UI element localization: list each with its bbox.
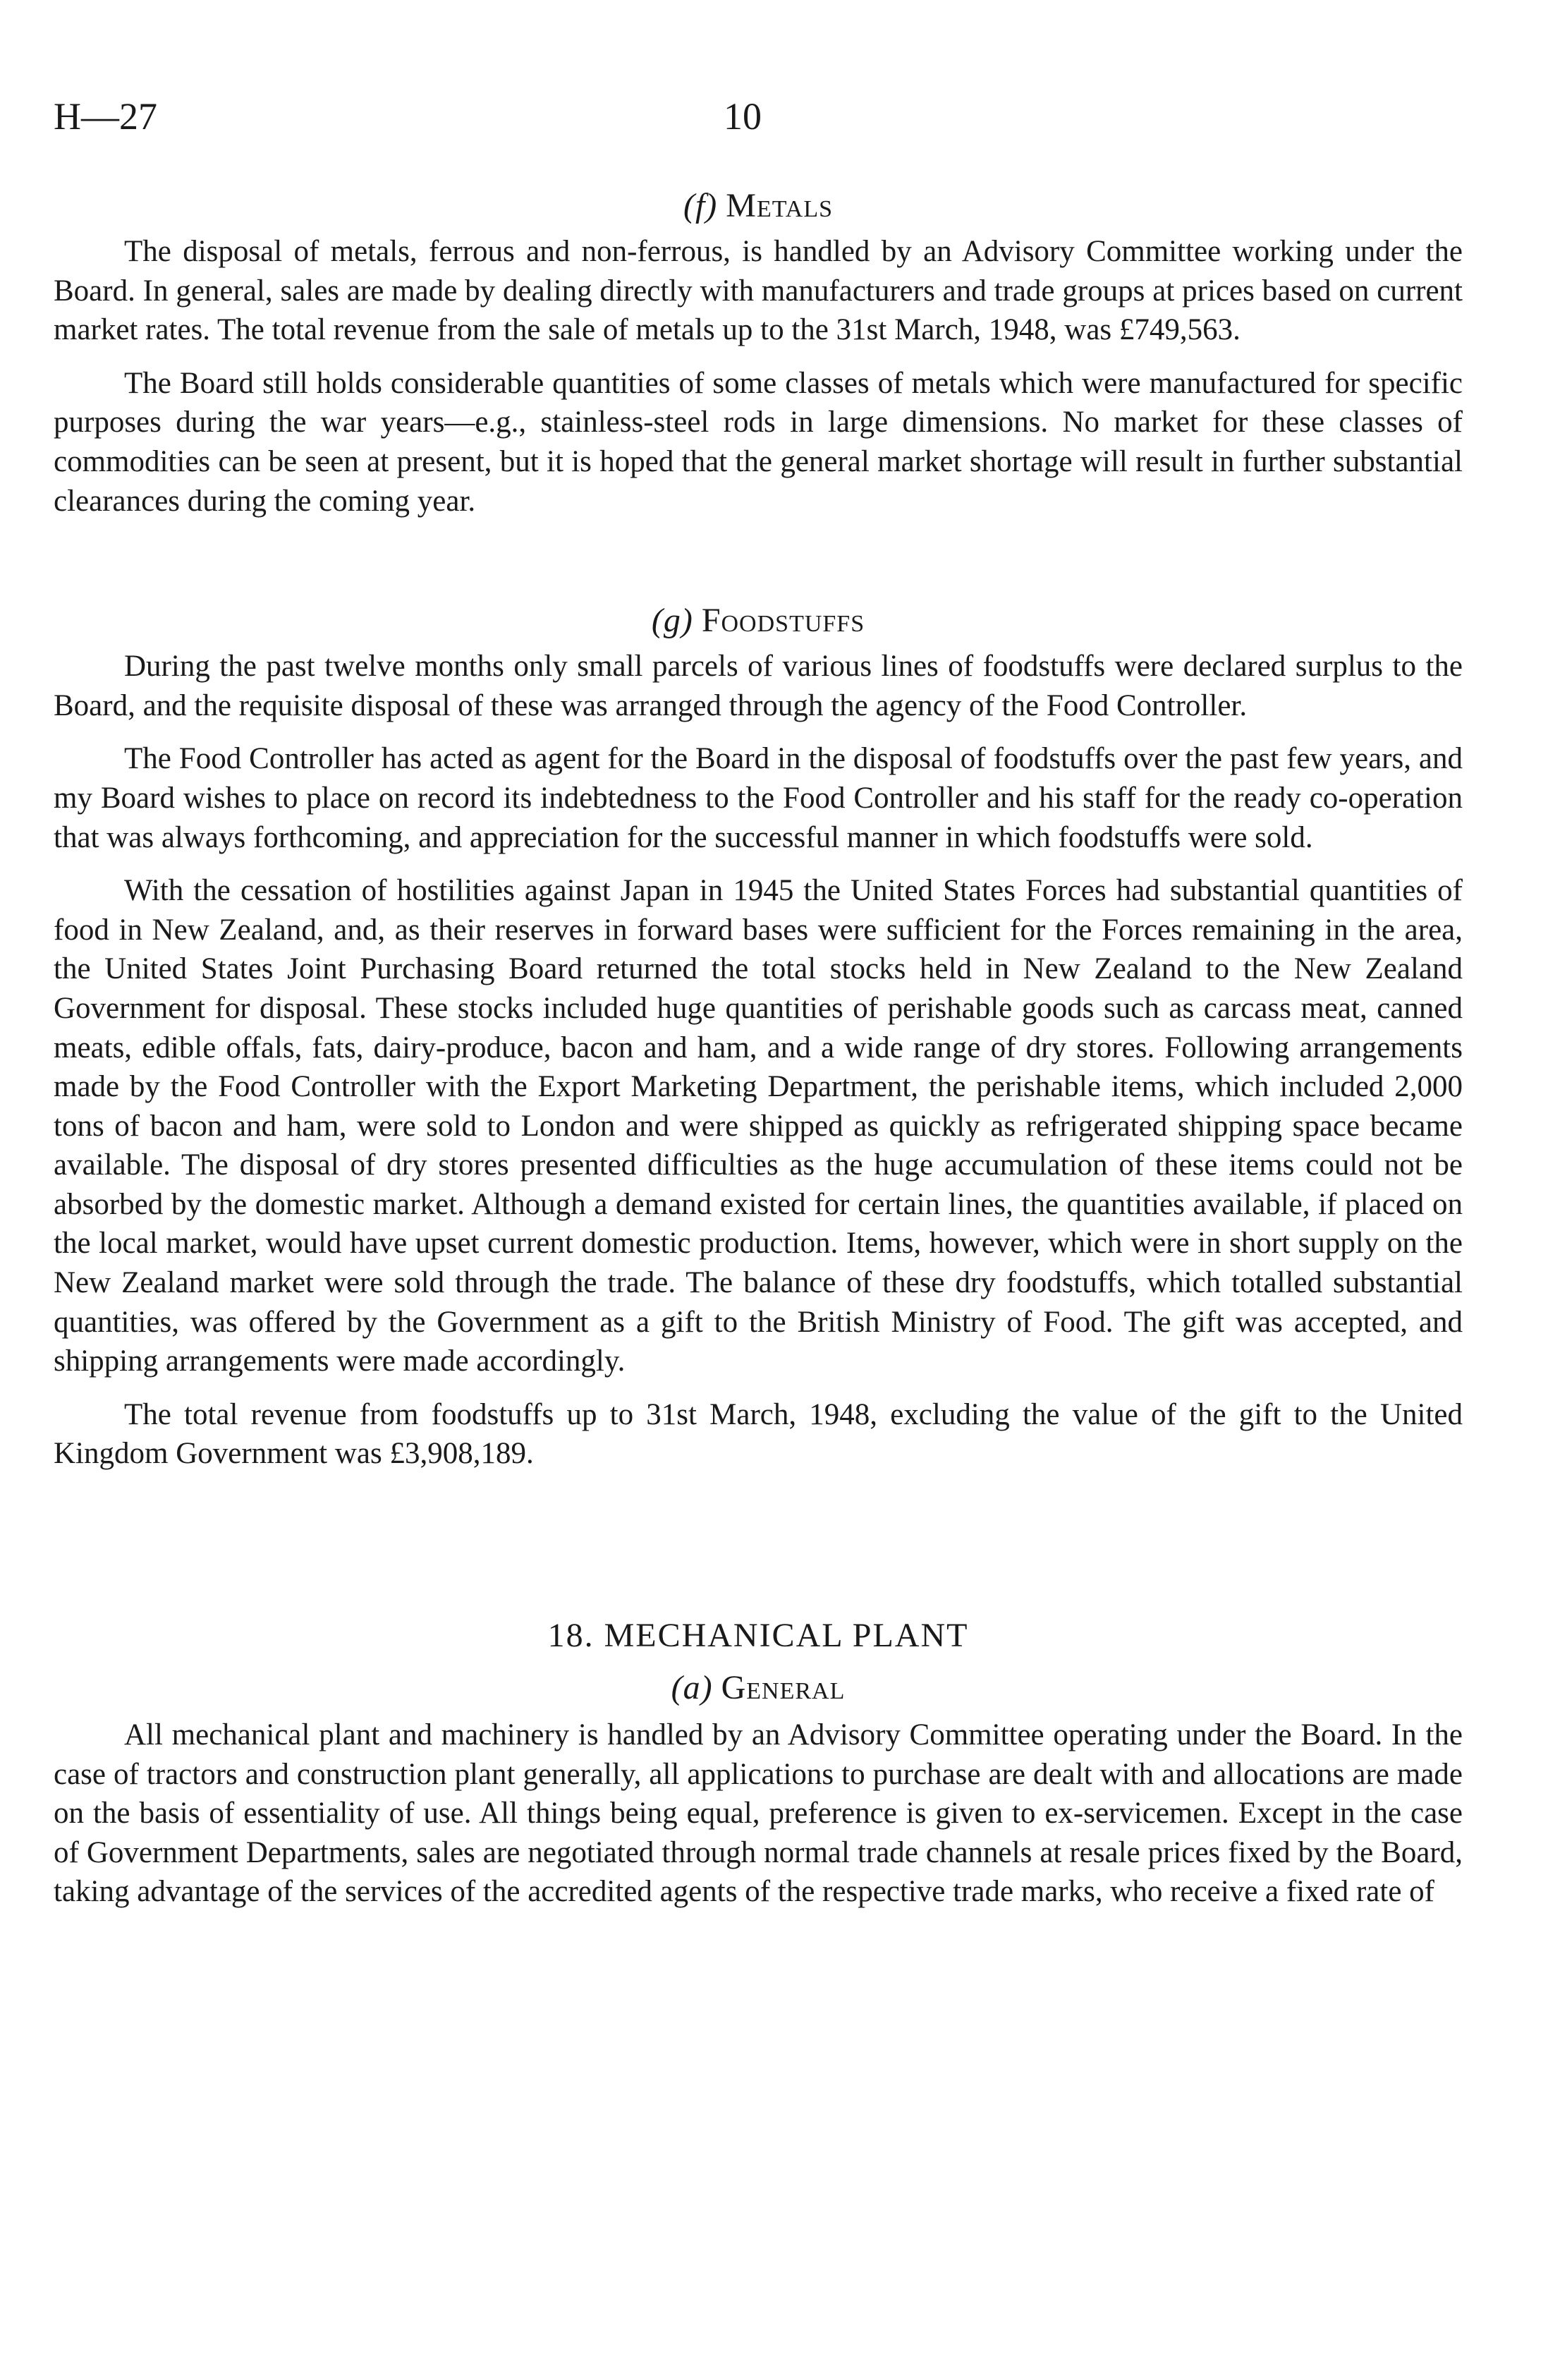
paragraph: With the cessation of hostilities against Japan in 1945 the United States Forces had substantial quantities of food in New Zealand, and, as their reserves in forward bases were sufficient for the Forces remaining in the area, the United States Joint Purchasing Board returned the total stocks held in New Zealand to the New Zealand Government for disposal. These stocks included huge quantities of perishable goods such as carcass meat, canned meats, edible offals, fats, dairy-produce, bacon and ham, and a wide range of dry stores. Following arrangements made by the Food Controller with the Export Marketing Department, the perishable items, which included 2,000 tons of bacon and ham, were sold to London and were shipped as quickly as refrigerated shipping space became available. The disposal of dry stores presented difficulties as the huge accumulation of these items could not be absorbed by the domestic market. Although a demand existed for certain lines, the quantities available, if placed on the local market, would have upset current domestic production. Items, however, which were in short supply on the New Zealand market were sold through the trade. The balance of these dry foodstuffs, which totalled substantial quantities, was offered by the Government as a gift to the British Ministry of Food. The gift was accepted, and shipping arrangements were made accordingly. (54, 874, 1463, 1378)
section-title: Metals (726, 187, 834, 224)
document-reference: H—27 (54, 95, 157, 138)
document-page (54, 92, 1463, 1926)
page-number: 10 (724, 95, 762, 138)
subsection-heading-general (54, 1667, 1463, 1710)
paragraph: The Board still holds considerable quantities of some classes of metals which were manufactured for specific purposes during the war years—e.g., stainless-steel rods in large dimensions. No market for these classes of commodities can be seen at present, but it is hoped that the general market shortage will result in further substantial clearances during the coming year. (54, 366, 1463, 518)
section-heading-foodstuffs (54, 600, 1463, 643)
paragraph: The total revenue from foodstuffs up to 31st March, 1948, excluding the value of the gift to the United Kingdom Government was £3,908,189. (54, 1397, 1463, 1471)
section-label: (g) (651, 602, 693, 640)
page-header (54, 92, 1463, 148)
section-heading-metals (54, 185, 1463, 228)
section-label: (f) (683, 187, 718, 224)
paragraph: All mechanical plant and machinery is handled by an Advisory Committee operating under the Board. In the case of tractors and construction plant generally, all applications to purchase are dealt with and allocations are made on the basis of essentiality of use. All things being equal, preference is given to ex-servicemen. Except in the case of Government Departments, sales are negotiated through normal trade channels at resale prices fixed by the Board, taking advantage of the services of the accredited agents of the respective trade marks, who receive a fixed rate of (54, 1718, 1463, 1909)
section-title: General (721, 1669, 846, 1707)
section-label: (a) (671, 1669, 713, 1707)
paragraph: During the past twelve months only small parcels of various lines of foodstuffs were declared surplus to the Board, and the requisite disposal of these was arranged through the agency of the Food Controller. (54, 650, 1463, 722)
paragraph: The Food Controller has acted as agent for the Board in the disposal of foodstuffs over the past few years, and my Board wishes to place on record its indebtedness to the Food Controller and his staff for the ready co-operation that was always forthcoming, and appreciation for the successful manner in which foodstuffs were sold. (54, 742, 1463, 854)
section-heading-mechanical-plant: 18. MECHANICAL PLANT (547, 1617, 969, 1655)
section-title: Foodstuffs (701, 602, 865, 640)
paragraph: The disposal of metals, ferrous and non-ferrous, is handled by an Advisory Committee working under the Board. In general, sales are made by dealing directly with manufacturers and trade groups at prices based on current market rates. The total revenue from the sale of metals up to the 31st March, 1948, was £749,563. (54, 235, 1463, 347)
